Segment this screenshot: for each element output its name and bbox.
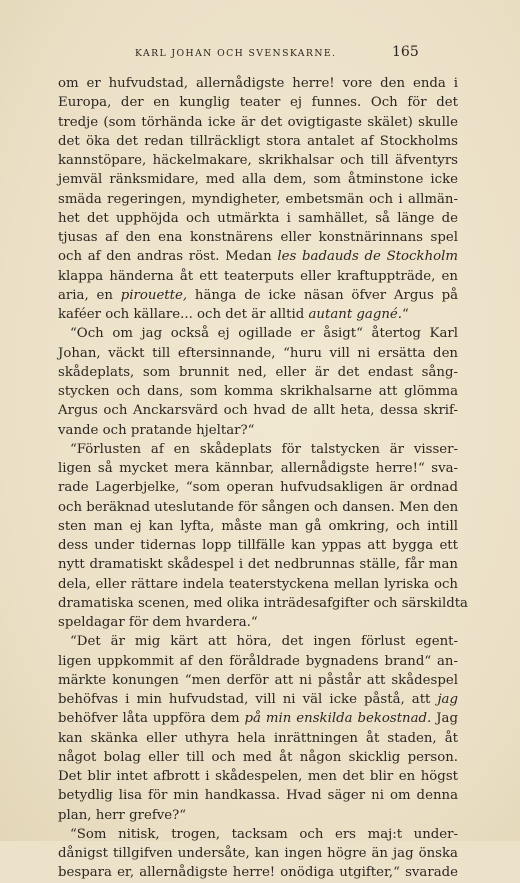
page-number: 165 <box>392 44 419 60</box>
text-line <box>58 671 458 690</box>
line-text: “Och om jag också ej ogillade er åsigt“ återtog Karl <box>70 326 458 342</box>
text-line <box>58 632 458 651</box>
text-line <box>58 228 458 247</box>
text-line <box>58 806 458 825</box>
line-text: behöfver låta uppföra dem <box>58 711 245 727</box>
text-line <box>58 170 458 189</box>
line-text: vande och pratande hjeltar?“ <box>58 422 255 438</box>
text-line <box>58 786 458 805</box>
text-line <box>58 690 458 709</box>
page-header <box>58 44 458 62</box>
line-text: kaféer och källare... och det är alltid <box>58 307 309 322</box>
text-line <box>58 863 458 882</box>
line-text: tredje (som törhända icke är det ovigtigaste skälet) skulle <box>58 114 458 130</box>
line-text: bespara er, allernådigste herre! onödiga utgifter,“ svarade <box>58 865 458 881</box>
text-line <box>58 517 458 536</box>
line-text: ligen uppkommit af den föråldrade bygnadens brand“ an- <box>58 653 458 669</box>
line-text: dess under tidernas lopp tillfälle kan yppas att bygga ett <box>58 538 458 553</box>
italic-text: pirouette, <box>120 287 188 303</box>
line-text: tjusas af den ena konstnärens eller konstnärinnans spel <box>58 230 458 245</box>
text-line <box>58 74 458 93</box>
line-text: plan, herr grefve?“ <box>58 807 187 823</box>
text-line <box>58 767 458 786</box>
line-text: stycken och dans, som komma skrikhalsarne att glömma <box>58 384 458 399</box>
text-line <box>58 247 458 266</box>
line-text: jemväl ränksmidare, med alla dem, som åtminstone icke <box>58 172 458 188</box>
line-text: speldagar för dem hvardera.“ <box>58 615 258 630</box>
line-text: kan skänka eller uthyra hela inrättningen åt staden, åt <box>58 730 458 746</box>
text-line <box>58 459 458 478</box>
line-text: dånigst tillgifven undersåte, kan ingen högre än jag önska <box>58 846 458 861</box>
line-text: Europa, der en kunglig teater ej funnes. Och för det <box>58 95 458 111</box>
line-text: om er hufvudstad, allernådigste herre! vore den enda i <box>58 76 458 91</box>
line-text: något bolag eller till och med åt någon skicklig person. <box>58 749 458 765</box>
text-line <box>58 478 458 497</box>
text-line <box>58 729 458 748</box>
line-text: het det upphöjda och utmärkta i samhället, så länge de <box>58 210 458 226</box>
text-line <box>58 151 458 170</box>
line-text: Johan, väckt till eftersinnande, “huru vill ni ersätta den <box>58 345 458 361</box>
text-line <box>58 363 458 382</box>
line-text: aria, en <box>58 287 121 303</box>
text-line <box>58 190 458 209</box>
text-line <box>58 209 458 228</box>
text-line <box>58 267 458 286</box>
text-line <box>58 132 458 151</box>
line-text: skådeplats, som brunnit ned, eller är det endast sång- <box>58 364 458 380</box>
line-tail: Jag <box>431 711 458 727</box>
line-text: “Förlusten af en skådeplats för talstycken är visser- <box>70 441 458 457</box>
line-text: sten man ej kan lyfta, måste man gå omkring, och intill <box>58 518 458 534</box>
italic-text: les badauds de Stockholm <box>277 249 458 265</box>
text-line <box>58 498 458 517</box>
body-text <box>58 74 468 883</box>
line-text: “Det är mig kärt att höra, det ingen förlust egent- <box>70 634 458 650</box>
line-text: dela, eller rättare indela teaterstyckena mellan lyriska och <box>58 576 458 592</box>
line-text: Det blir intet afbrott i skådespelen, men det blir en högst <box>58 769 458 784</box>
running-head: KARL JOHAN OCH SVENSKARNE. <box>135 48 337 59</box>
text-line <box>58 613 458 632</box>
text-line <box>58 93 458 112</box>
text-line <box>58 709 458 728</box>
text-line <box>58 401 458 420</box>
text-line <box>58 344 458 363</box>
text-line <box>58 844 458 863</box>
text-line <box>58 748 458 767</box>
line-text: och af den andras röst. Medan <box>58 249 278 265</box>
italic-text: autant gagné. <box>308 307 403 322</box>
text-line <box>58 536 458 555</box>
text-line <box>58 113 458 132</box>
line-text: dramatiska scenen, med olika inträdesafgifter och särskildta <box>58 595 468 611</box>
text-line <box>58 825 458 844</box>
line-tail: “ <box>402 307 409 322</box>
italic-text: jag <box>437 692 458 707</box>
line-text: det öka det redan tillräckligt stora antalet af Stockholms <box>58 133 458 149</box>
text-line <box>58 382 458 401</box>
text-line <box>58 652 458 671</box>
line-text: rade Lagerbjelke, “som operan hufvudsakligen är ordnad <box>58 480 458 496</box>
text-line <box>58 440 458 459</box>
line-text: behöfvas i min hufvudstad, vill ni väl icke påstå, att <box>58 692 438 707</box>
line-text: märkte konungen “men derför att ni påstår att skådespel <box>58 672 458 688</box>
line-text: smäda regeringen, myndigheter, embetsmän och i allmän- <box>58 191 458 207</box>
text-line <box>58 421 458 440</box>
italic-text: på min enskilda bekostnad. <box>244 711 432 727</box>
line-text: och beräknad uteslutande för sången och dansen. Men den <box>58 499 459 515</box>
text-line <box>58 555 458 574</box>
line-text: Argus och Anckarsvärd och hvad de allt heta, dessa skrif- <box>58 403 458 419</box>
line-text: nytt dramatiskt skådespel i det nedbrunnas ställe, får man <box>58 557 458 573</box>
text-line <box>58 286 458 305</box>
text-line <box>58 324 458 343</box>
text-line <box>58 305 458 324</box>
line-text: klappa händerna åt ett teaterputs eller kraftuppträde, en <box>58 268 458 284</box>
line-text: kannstöpare, häckelmakare, skrikhalsar och till äfventyrs <box>58 153 458 168</box>
line-text: betydlig lisa för min handkassa. Hvad säger ni om denna <box>58 788 458 804</box>
line-text: “Som nitisk, trogen, tacksam och ers maj:t under- <box>70 826 458 842</box>
line-tail: hänga de icke näsan öfver Argus på <box>187 287 459 303</box>
line-text: ligen så mycket mera kännbar, allernådigste herre!“ sva- <box>58 461 458 476</box>
text-line <box>58 594 468 613</box>
text-line <box>58 575 458 594</box>
